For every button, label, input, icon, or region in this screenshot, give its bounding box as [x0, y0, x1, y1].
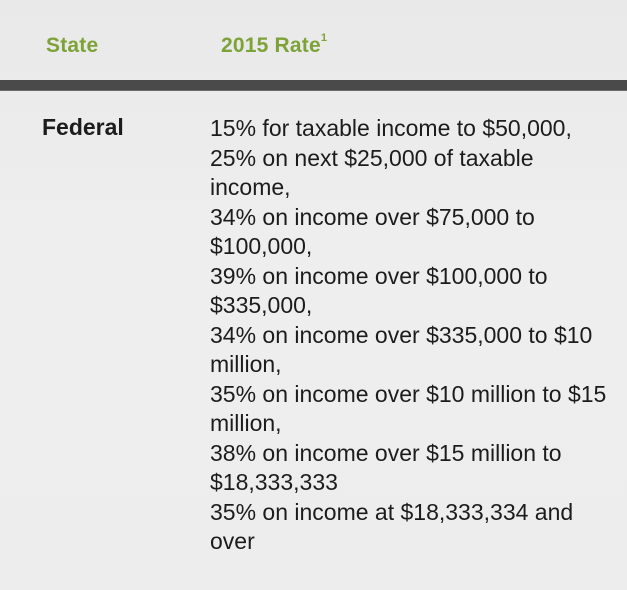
rate-list	[210, 114, 615, 557]
table-row-state	[42, 114, 124, 141]
rate-item: 38% on income over $15 million to $18,333,333	[210, 439, 562, 495]
rate-item: 35% on income over $10 million to $15 million,	[210, 380, 607, 436]
rate-item: 39% on income over $100,000 to $335,000,	[210, 262, 548, 318]
rate-item: 15% for taxable income to $50,000,	[210, 115, 572, 141]
table-header	[0, 0, 627, 80]
header-divider	[0, 80, 627, 90]
rate-item: 35% on income at $18,333,334 and over	[210, 498, 574, 554]
rate-item: 34% on income over $335,000 to $10 million,	[210, 321, 593, 377]
rate-column-header	[221, 34, 327, 58]
rate-header-label: 2015 Rate	[221, 34, 321, 57]
state-name: Federal	[42, 114, 124, 140]
state-header-label: State	[46, 34, 99, 57]
rate-item: 25% on next $25,000 of taxable income,	[210, 144, 534, 200]
state-column-header	[46, 34, 98, 58]
rate-footnote-marker: 1	[320, 32, 328, 44]
rate-item: 34% on income over $75,000 to $100,000,	[210, 203, 535, 259]
